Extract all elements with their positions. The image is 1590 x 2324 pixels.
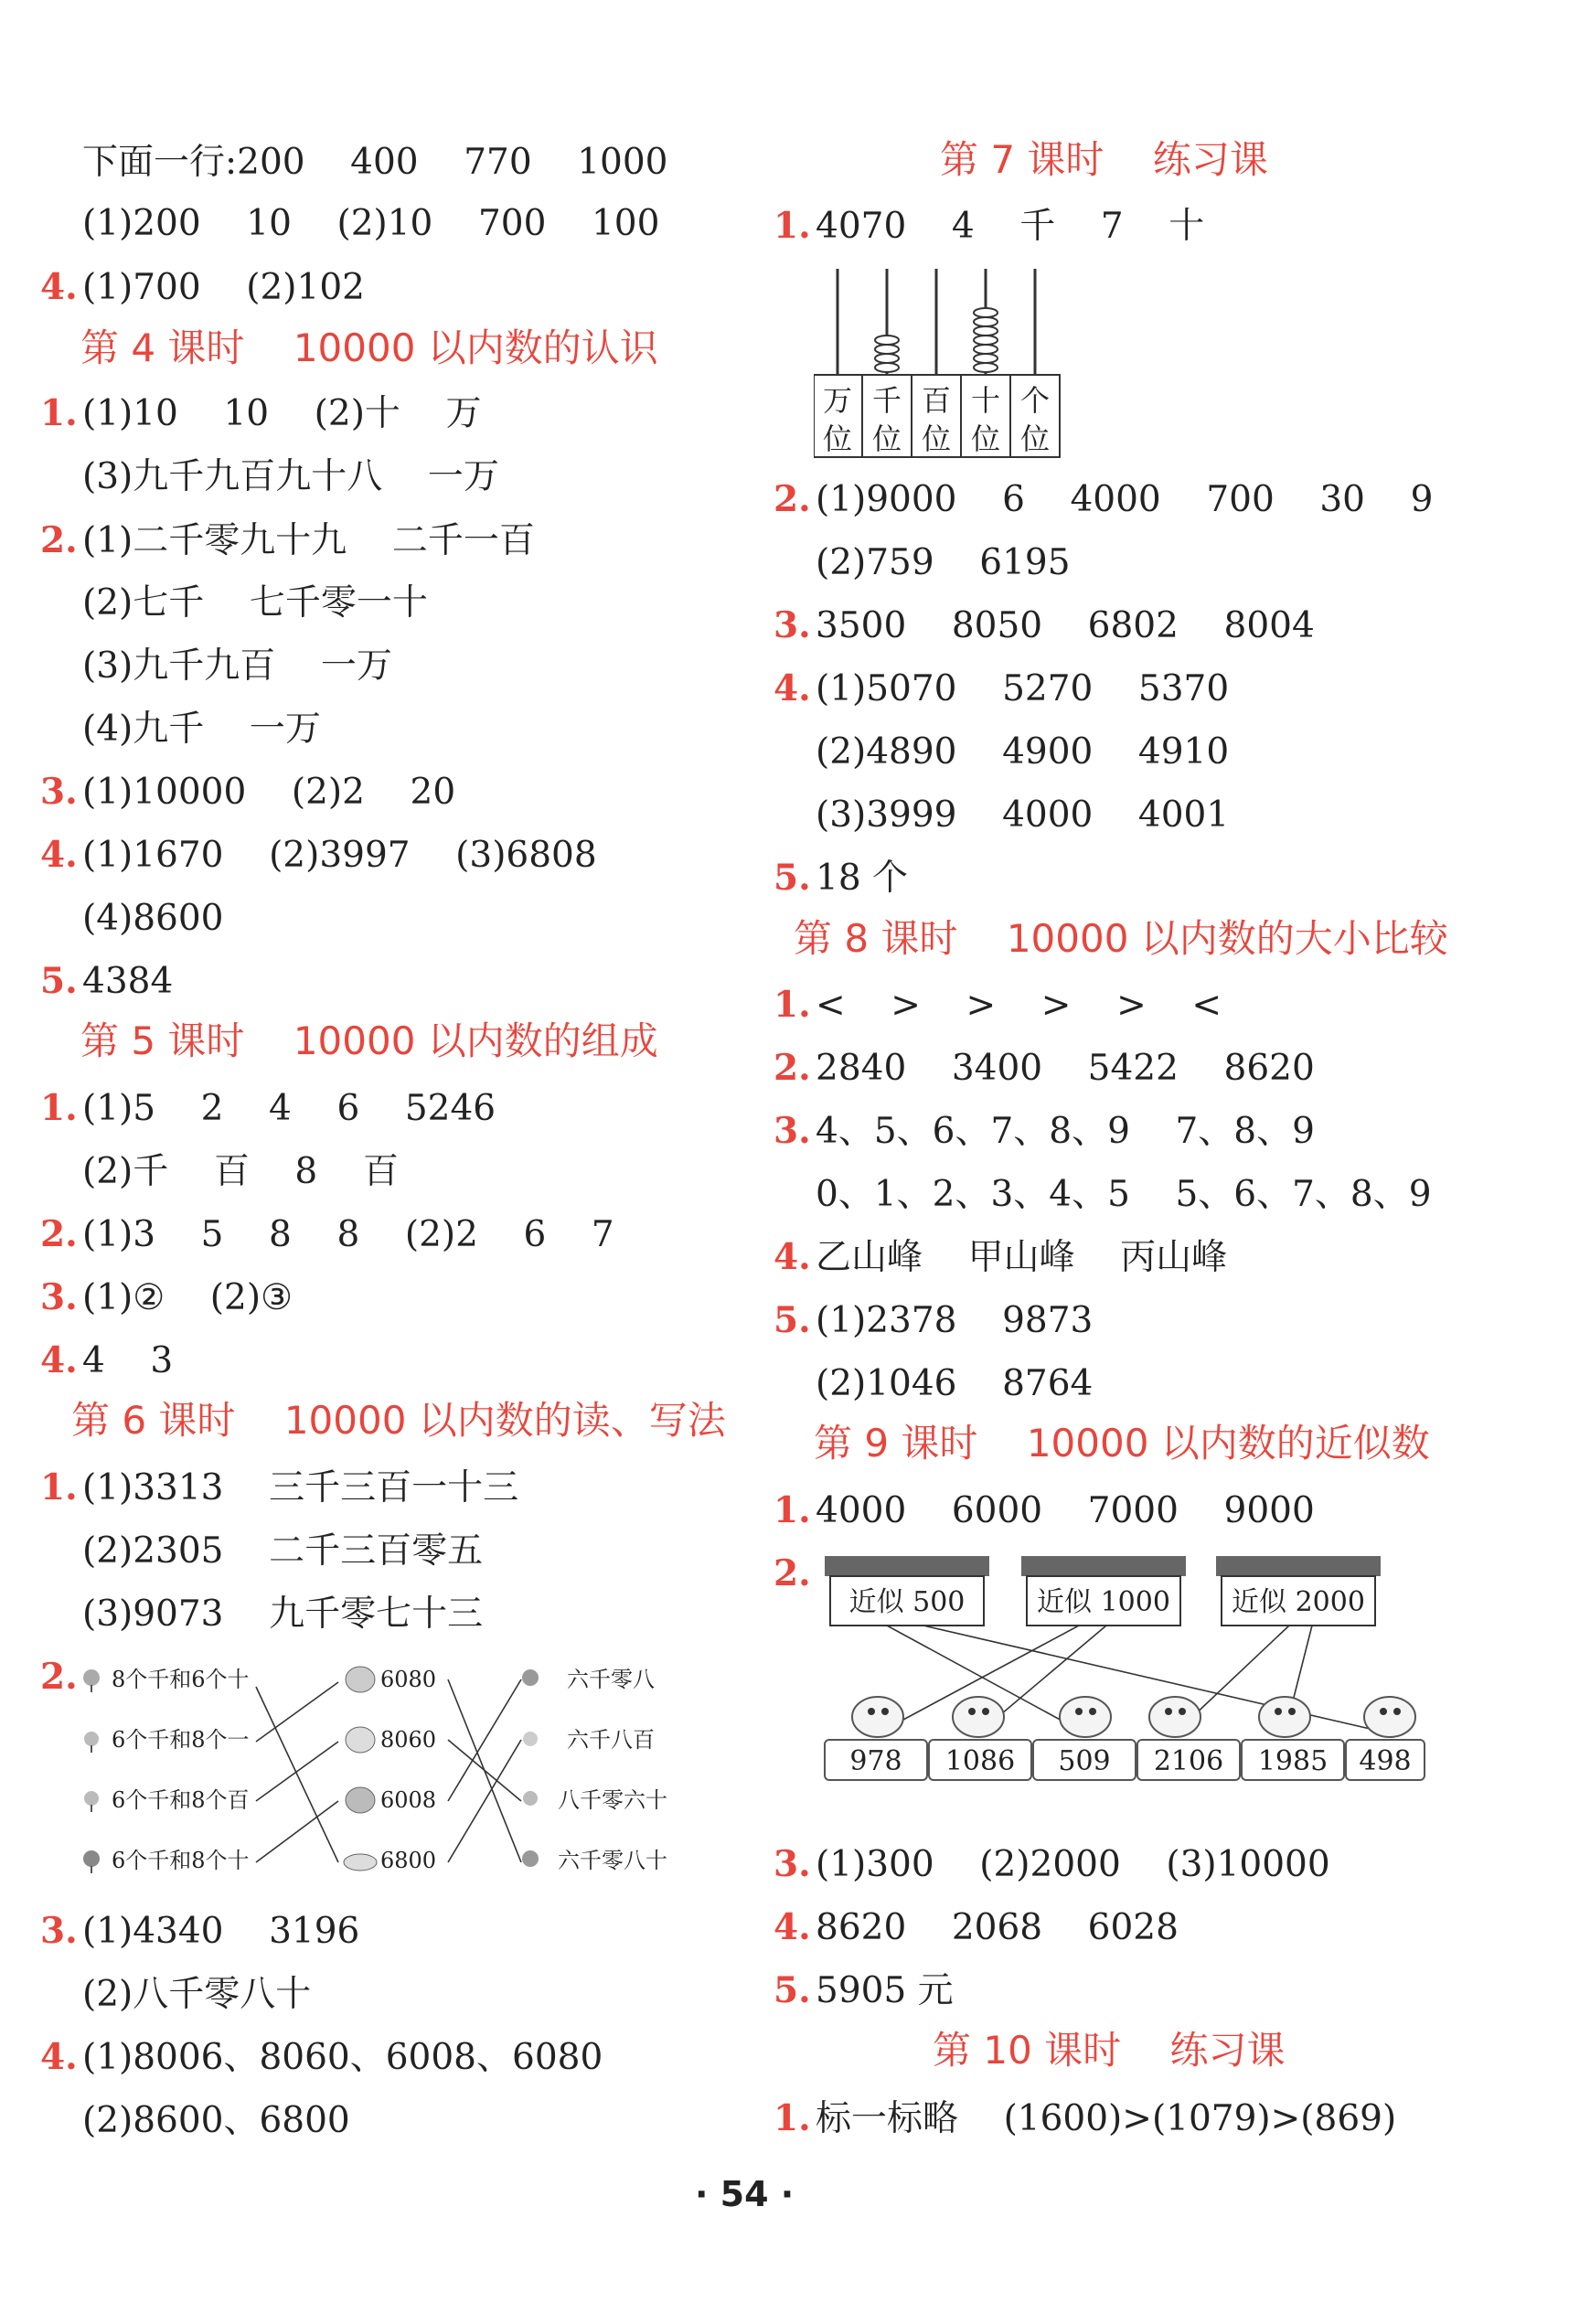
flower-icon: [84, 1732, 99, 1753]
abacus-label: 位: [921, 421, 952, 456]
item-number: 4.: [40, 1339, 78, 1381]
match-left-label: 6个千和8个一: [112, 1727, 250, 1753]
abacus-figure: [814, 267, 1061, 459]
match-left-label: 8个千和6个十: [112, 1667, 250, 1692]
abacus-label: 个: [1019, 383, 1051, 418]
item-number: 1.: [774, 2097, 811, 2139]
abacus-label: 位: [970, 421, 1001, 456]
flower-icon: [522, 1850, 539, 1867]
item-number: 3.: [774, 1110, 811, 1152]
house-label: 近似 500: [848, 1586, 966, 1618]
text-line: (2)759 6195: [816, 542, 1071, 583]
text-line: 4、5、6、7、8、9 7、8、9: [816, 1111, 1315, 1152]
item-number: 4.: [40, 266, 78, 308]
text-line: (2)2305 二千三百零五: [82, 1530, 484, 1572]
bird-icon: [1060, 1697, 1111, 1737]
bird-icon: [1149, 1697, 1201, 1737]
text-line: 下面一行:200 400 770 1000: [82, 142, 668, 183]
item-number: 3.: [774, 604, 811, 646]
vase-icon: [344, 1854, 377, 1871]
section-heading: 第 6 课时 10000 以内数的读、写法: [71, 1398, 726, 1443]
text-line: 4070 4 千 7 十: [816, 206, 1205, 247]
text-line: 标一标略 (1600)>(1079)>(869): [816, 2098, 1397, 2139]
bird-icon: [852, 1697, 903, 1737]
house-label: 近似 2000: [1232, 1586, 1365, 1618]
flower-icon: [523, 1732, 538, 1746]
text-line: (2)千 百 8 百: [82, 1151, 399, 1192]
match-right-label: 六千零八: [567, 1667, 655, 1692]
house-label: 近似 1000: [1037, 1586, 1170, 1618]
bird-icon: [1364, 1697, 1415, 1737]
text-line: 0、1、2、3、4、5 5、6、7、8、9: [816, 1174, 1432, 1215]
item-number: 1.: [774, 1489, 811, 1531]
item-number: 3.: [774, 1843, 811, 1885]
page-number: · 54 ·: [695, 2174, 795, 2214]
flower-icon: [84, 1791, 99, 1812]
text-line: 5905 元: [816, 1970, 954, 2011]
text-line: (1)300 (2)2000 (3)10000: [816, 1844, 1330, 1885]
match-left-label: 6个千和8个百: [112, 1787, 250, 1813]
text-line: 4384: [82, 961, 174, 1002]
text-line: (1)② (2)③: [82, 1277, 293, 1318]
match-mid-label: 6800: [380, 1848, 437, 1873]
flower-icon: [83, 1850, 100, 1873]
text-line: (2)八千零八十: [82, 1974, 312, 2015]
item-number: 2.: [774, 1047, 811, 1089]
match-right-label: 六千八百: [567, 1727, 655, 1753]
item-number: 3.: [40, 1910, 78, 1952]
bird-label: 1086: [944, 1745, 1016, 1777]
match-mid-label: 6080: [380, 1667, 437, 1692]
section-heading: 第 4 课时 10000 以内数的认识: [80, 325, 658, 370]
bird-icon: [1259, 1697, 1310, 1737]
text-line: (1)8006、8060、6008、6080: [82, 2037, 603, 2078]
text-line: (1)二千零九十九 二千一百: [82, 520, 535, 561]
item-number: 3.: [40, 1276, 78, 1318]
text-line: (1)1670 (2)3997 (3)6808: [82, 835, 597, 876]
section-heading: 第 9 课时 10000 以内数的近似数: [814, 1421, 1430, 1466]
text-line: (1)4340 3196: [82, 1911, 360, 1952]
item-number: 5.: [774, 1969, 811, 2011]
text-line: (4)8600: [82, 898, 224, 939]
item-number: 2.: [40, 1656, 78, 1698]
abacus-label: 千: [871, 383, 902, 418]
abacus-label: 位: [822, 421, 853, 456]
text-line: 2840 3400 5422 8620: [816, 1048, 1315, 1089]
vase-icon: [346, 1787, 375, 1813]
match-left-label: 6个千和8个十: [112, 1848, 250, 1873]
text-line: (1)5070 5270 5370: [816, 668, 1230, 709]
text-line: (3)9073 九千零七十三: [82, 1594, 484, 1635]
bird-label: 509: [1058, 1745, 1111, 1777]
text-line: (1)9000 6 4000 700 30 9: [816, 479, 1434, 520]
item-number: 5.: [774, 1299, 811, 1341]
flower-icon: [83, 1669, 100, 1692]
text-line: (1)200 10 (2)10 700 100: [82, 203, 660, 244]
item-number: 2.: [774, 478, 811, 520]
section-heading: 第 5 课时 10000 以内数的组成: [80, 1018, 658, 1063]
text-line: 8620 2068 6028: [816, 1907, 1179, 1948]
text-line: (1)10 10 (2)十 万: [82, 393, 482, 434]
match-mid-label: 6008: [380, 1787, 437, 1813]
text-line: (1)3 5 8 8 (2)2 6 7: [82, 1214, 614, 1255]
item-number: 1.: [40, 1087, 78, 1129]
item-number: 2.: [774, 1552, 811, 1594]
text-line: (3)九千九百 一万: [82, 645, 392, 687]
text-line: (3)九千九百九十八 一万: [82, 456, 499, 497]
section-heading: 第 7 课时 练习课: [940, 137, 1268, 182]
text-line: 3500 8050 6802 8004: [816, 605, 1315, 646]
text-line: (4)九千 一万: [82, 709, 321, 750]
item-number: 5.: [40, 960, 78, 1002]
match-right-label: 八千零六十: [558, 1787, 667, 1813]
bird-label: 2106: [1153, 1745, 1224, 1777]
item-number: 1.: [774, 984, 811, 1026]
text-line: 4000 6000 7000 9000: [816, 1490, 1315, 1531]
text-line: (2)1046 8764: [816, 1363, 1094, 1404]
text-line: (1)5 2 4 6 5246: [82, 1088, 496, 1129]
item-number: 5.: [774, 857, 811, 899]
bird-icon: [953, 1697, 1004, 1737]
text-line: (1)10000 (2)2 20: [82, 772, 456, 813]
item-number: 3.: [40, 771, 78, 813]
flower-icon: [523, 1791, 538, 1806]
abacus-label: 位: [1019, 421, 1051, 456]
item-number: 4.: [40, 834, 78, 876]
vase-icon: [346, 1667, 375, 1692]
item-number: 1.: [774, 205, 811, 247]
text-line: (2)8600、6800: [82, 2100, 350, 2141]
text-line: (2)4890 4900 4910: [816, 731, 1230, 773]
section-heading: 第 10 课时 练习课: [933, 2028, 1286, 2073]
abacus-label: 十: [970, 383, 1001, 418]
item-number: 1.: [40, 1466, 78, 1508]
text-line: (1)700 (2)102: [82, 267, 365, 308]
text-line: (2)七千 七千零一十: [82, 582, 428, 624]
item-number: 1.: [40, 392, 78, 434]
approximation-figure: [814, 1552, 1426, 1818]
text-line: < > > > > <: [816, 985, 1222, 1026]
text-line: 18 个: [816, 858, 909, 899]
item-number: 4.: [774, 1236, 811, 1278]
text-line: 4 3: [82, 1340, 174, 1381]
matching-figure: [73, 1650, 695, 1902]
item-number: 2.: [40, 519, 78, 561]
abacus-beads-tens: [974, 308, 998, 372]
text-line: (1)3313 三千三百一十三: [82, 1467, 519, 1508]
match-right-label: 六千零八十: [558, 1848, 667, 1873]
abacus-beads-thousands: [875, 336, 899, 372]
match-lines: [256, 1679, 521, 1862]
flower-icon: [522, 1669, 539, 1686]
abacus-label: 百: [921, 383, 952, 418]
vase-icon: [346, 1727, 375, 1753]
abacus-label: 位: [871, 421, 902, 456]
text-line: (3)3999 4000 4001: [816, 794, 1230, 836]
item-number: 4.: [774, 1906, 811, 1948]
text-line: (1)2378 9873: [816, 1300, 1094, 1341]
section-heading: 第 8 课时 10000 以内数的大小比较: [794, 916, 1448, 961]
abacus-label: 万: [822, 383, 853, 418]
match-mid-label: 8060: [380, 1727, 437, 1753]
bird-label: 978: [849, 1745, 902, 1777]
item-number: 4.: [40, 2036, 78, 2078]
text-line: 乙山峰 甲山峰 丙山峰: [816, 1237, 1228, 1278]
bird-label: 498: [1359, 1745, 1412, 1777]
item-number: 4.: [774, 667, 811, 709]
bird-label: 1985: [1257, 1745, 1329, 1777]
item-number: 2.: [40, 1213, 78, 1255]
